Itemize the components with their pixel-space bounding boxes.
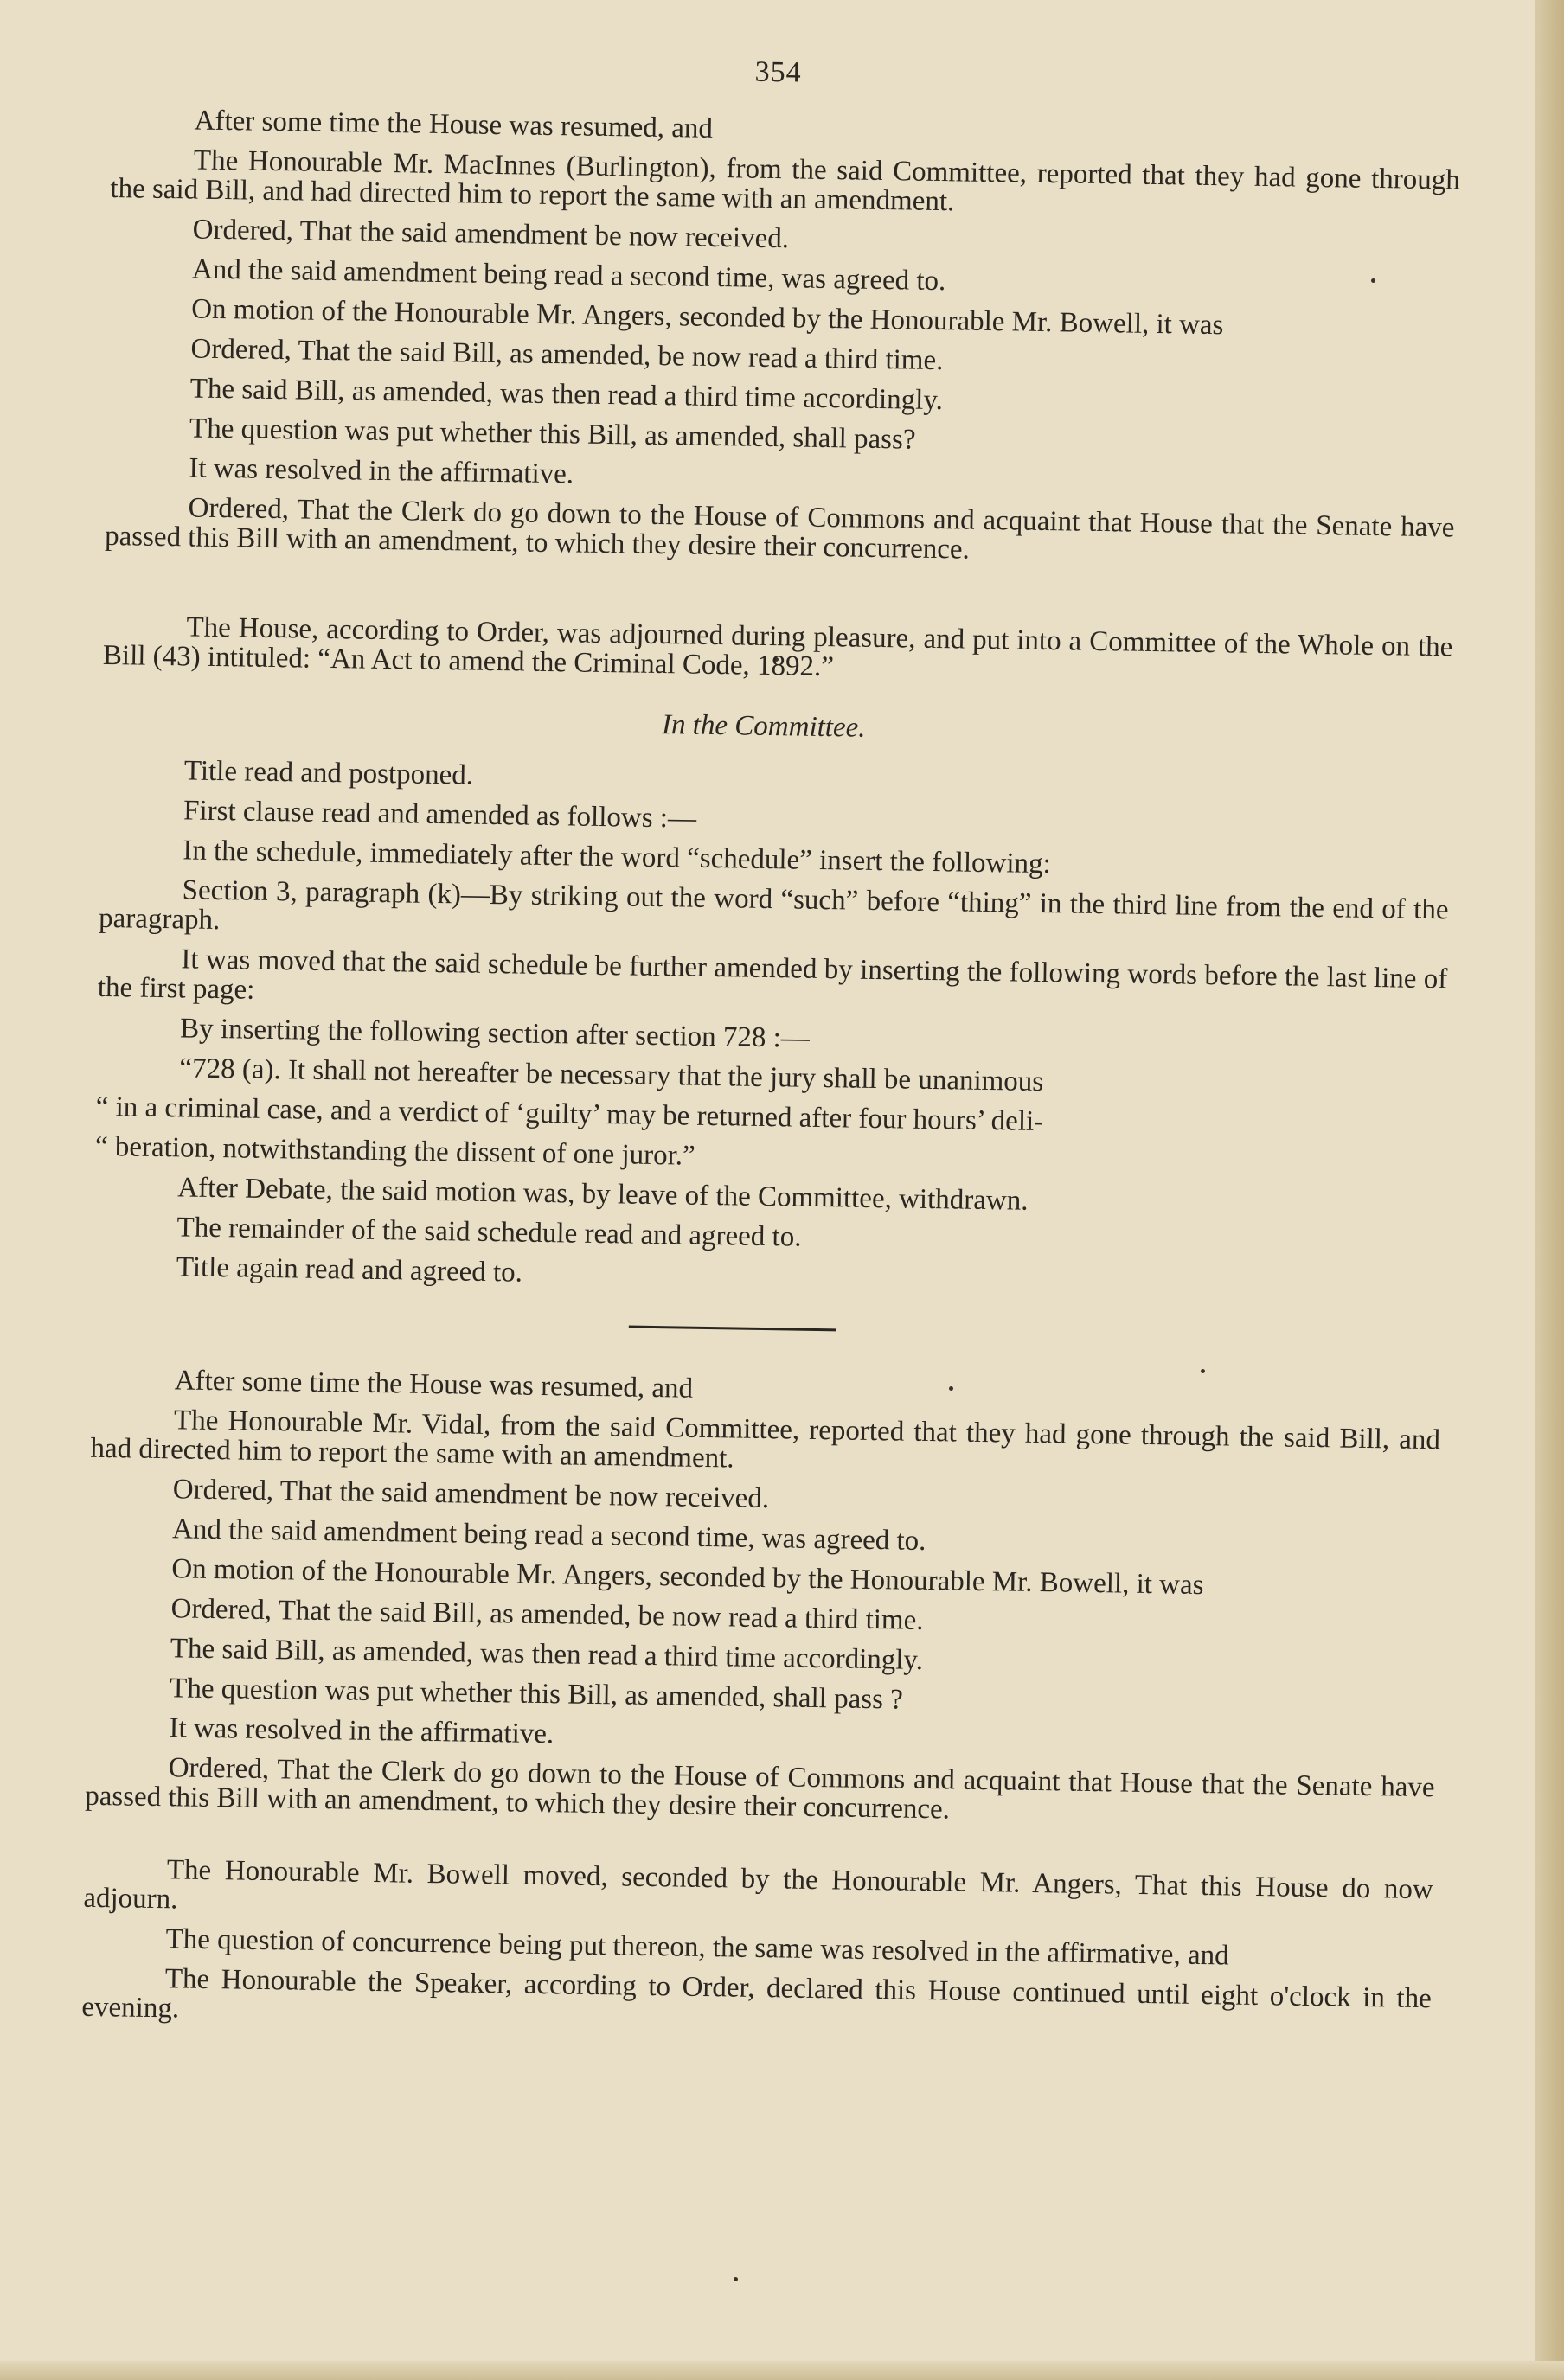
paragraph: Title read and postponed. <box>183 755 474 791</box>
paragraph: The said Bill, as amended, was then read a third time accordingly. <box>189 373 944 417</box>
paragraph: After some time the House was resumed, and <box>194 105 714 144</box>
paragraph: On motion of the Honourable Mr. Angers, seconded by the Honourable Mr. Bowell, it was <box>190 293 1224 342</box>
committee-intro: The House, according to Order, was adjourned during pleasure, and put into a Committee of the Whole on the Bill (43) intituled: “An Act to amend the Criminal Code, 1892.” <box>102 611 1453 683</box>
paragraph: The question was put whether this Bill, as amended, shall pass? <box>189 413 916 456</box>
section-adjournment <box>81 1854 1433 2043</box>
paragraph: Section 3, paragraph (k)—By striking out the word “such” before “thing” in the third line from the end of the paragraph. <box>98 874 1449 937</box>
paragraph: And the said amendment being read a second time, was agreed to. <box>171 1513 926 1557</box>
paragraph: After some time the House was resumed, and <box>174 1365 694 1404</box>
paragraph: It was resolved in the affirmative. <box>189 452 574 490</box>
paragraph: Ordered, That the Clerk do go down to the House of Commons and acquaint that House that the Senate have passed this Bill with an amendment, to which they desire their concurrence. <box>84 1752 1435 1826</box>
paragraph: The Honourable Mr. Bowell moved, seconded by the Honourable Mr. Angers, That this House do now adjourn. <box>83 1854 1434 1916</box>
committee-heading: In the Committee. <box>661 709 866 744</box>
paragraph: Ordered, That the said amendment be now received. <box>192 214 790 255</box>
paragraph: Ordered, That the said Bill, as amended, be now read a third time. <box>190 333 944 377</box>
paragraph: It was resolved in the affirmative. <box>169 1712 554 1750</box>
section-committee-proceedings <box>93 755 1451 1302</box>
paragraph: The Honourable Mr. MacInnes (Burlington), from the said Committee, reported that they had gone through the said Bill, and had directed him to report the same with an amendment. <box>110 144 1461 218</box>
paragraph: By inserting the following section after section 728 :— <box>179 1013 811 1054</box>
page-edge-shadow <box>1535 0 1564 2380</box>
paragraph: The question of concurrence being put thereon, the same was resolved in the affirmative, and <box>165 1923 1229 1972</box>
paragraph: It was moved that the said schedule be further amended by inserting the following words before the last line of the first page: <box>97 944 1448 1006</box>
paragraph: In the schedule, immediately after the word “schedule” insert the following: <box>183 835 1051 880</box>
ink-speck <box>734 2277 738 2281</box>
paragraph: On motion of the Honourable Mr. Angers, seconded by the Honourable Mr. Bowell, it was <box>171 1553 1204 1602</box>
paragraph: The said Bill, as amended, was then read a third time accordingly. <box>170 1633 924 1676</box>
section-divider-rule <box>629 1326 836 1332</box>
paragraph: Title again read and agreed to. <box>176 1251 523 1289</box>
page-body <box>81 48 1462 2053</box>
paragraph: Ordered, That the said Bill, as amended, be now read a third time. <box>170 1593 924 1636</box>
page-bottom-edge <box>0 2361 1564 2380</box>
quoted-section-line: “728 (a). It shall not hereafter be necessary that the jury shall be unanimous <box>179 1052 1044 1098</box>
page-number: 354 <box>754 55 802 89</box>
quoted-section-line: “ in a criminal case, and a verdict of ‘guilty’ may be returned after four hours’ deli- <box>95 1091 1044 1138</box>
quoted-section-line: “ beration, notwithstanding the dissent of one juror.” <box>94 1130 696 1172</box>
section-first-bill-report <box>105 105 1461 572</box>
paragraph: And the said amendment being read a second time, was agreed to. <box>191 253 946 298</box>
paragraph: Ordered, That the Clerk do go down to the House of Commons and acquaint that House that the Senate have passed this Bill with an amendment, to which they desire their concurrence. <box>104 492 1455 566</box>
paragraph: The Honourable the Speaker, according to Order, declared this House continued until eight o'clock in the evening. <box>81 1963 1433 2025</box>
paragraph: The Honourable Mr. Vidal, from the said Committee, reported that they had gone through the said Bill, and had directed him to report the same with an amendment. <box>90 1404 1441 1475</box>
paragraph: The question was put whether this Bill, as amended, shall pass ? <box>169 1673 904 1716</box>
paragraph: After Debate, the said motion was, by leave of the Committee, withdrawn. <box>177 1172 1029 1217</box>
paragraph: Ordered, That the said amendment be now received. <box>172 1474 770 1515</box>
section-second-bill-report <box>85 1365 1441 1832</box>
paragraph: First clause read and amended as follows :— <box>183 795 697 835</box>
paragraph: The remainder of the said schedule read and agreed to. <box>176 1212 802 1253</box>
